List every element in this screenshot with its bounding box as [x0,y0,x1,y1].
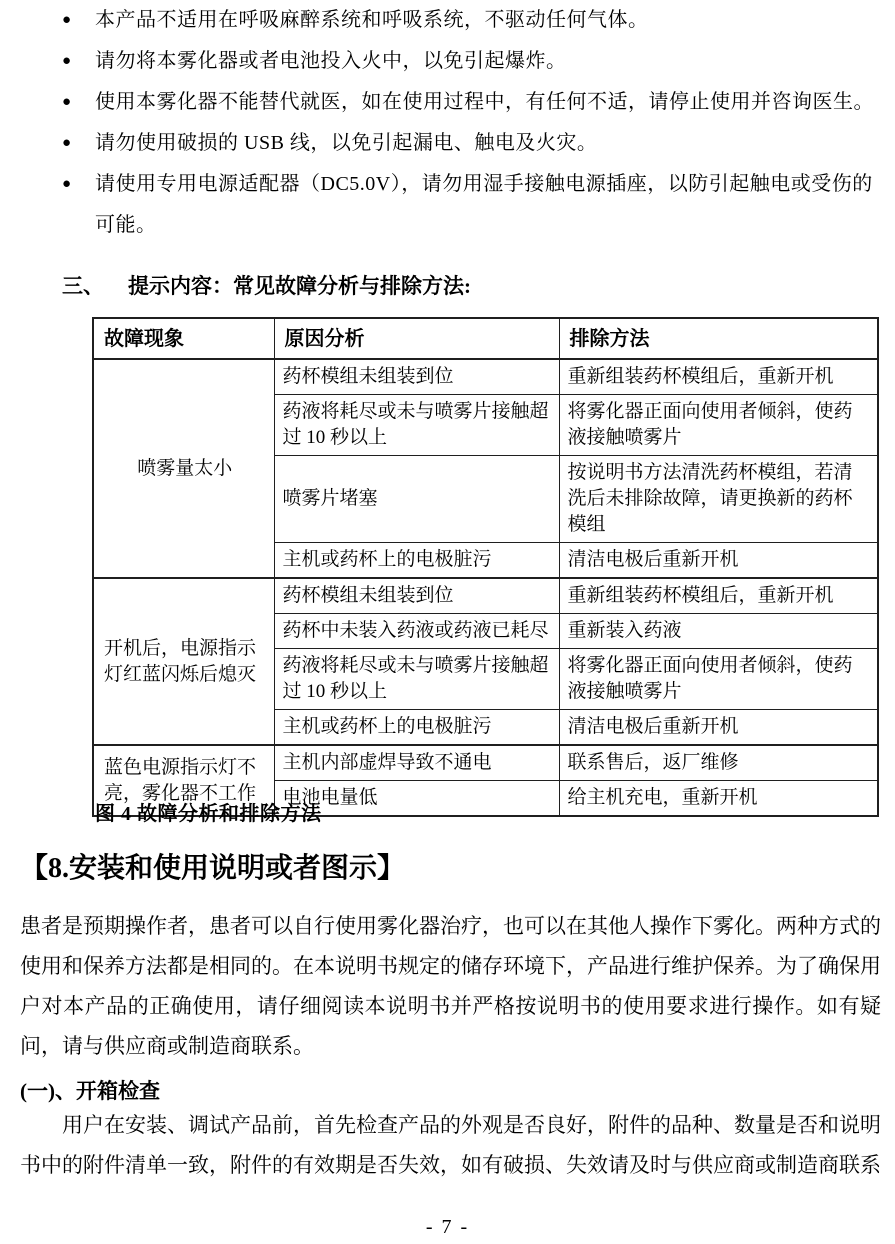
fault-table-header-row [93,318,878,359]
subsection1-heading: (一)、开箱检查 [20,1079,160,1103]
section8-intro-paragraph: 患者是预期操作者，患者可以自行使用雾化器治疗，也可以在其他人操作下雾化。两种方式的使用和保养方法都是相同的。在本说明书规定的储存环境下，产品进行维护保养。为了确保用户对本产品的正确使用，请仔细阅读本说明书并严格按说明书的使用要求进行操作。如有疑问，请与供应商或制造商联系。 [20,914,881,1058]
safety-warning-text: 使用本雾化器不能替代就医，如在使用过程中，有任何不适，请停止使用并咨询医生。 [95,91,874,113]
fault-remedy-cell: 给主机充电，重新开机 [559,781,878,817]
fault-phenomenon-cell: 开机后，电源指示灯红蓝闪烁后熄灭 [93,578,274,745]
safety-warning-item [62,82,882,123]
fault-table-group [93,578,878,745]
bullet-icon: ● [62,135,72,151]
fault-remedy-cell: 重新装入药液 [559,614,878,649]
bullet-icon: ● [62,176,72,192]
fault-table-head [93,318,878,359]
figure-caption: 图 4 故障分析和排除方法 [95,803,322,825]
fault-cause-cell: 药液将耗尽或未与喷雾片接触超过 10 秒以上 [274,395,559,456]
fault-table-row [93,578,878,614]
fault-cause-cell: 主机内部虚焊导致不通电 [274,745,559,781]
safety-warning-text: 请勿使用破损的 USB 线，以免引起漏电、触电及火灾。 [95,132,598,154]
fault-phenomenon-cell: 喷雾量太小 [93,359,274,578]
fault-table [92,317,879,817]
fault-cause-cell: 药液将耗尽或未与喷雾片接触超过 10 秒以上 [274,649,559,710]
fault-cause-cell: 药杯中未装入药液或药液已耗尽 [274,614,559,649]
bullet-icon: ● [62,53,72,69]
fault-phenomenon-cell: 蓝色电源指示灯不亮，雾化器不工作 [93,745,274,816]
fault-table-header-cell: 排除方法 [559,318,878,359]
safety-warning-text: 请勿将本雾化器或者电池投入火中，以免引起爆炸。 [95,50,567,72]
fault-remedy-cell: 按说明书方法清洗药杯模组，若清洗后未排除故障，请更换新的药杯模组 [559,456,878,543]
fault-remedy-cell: 重新组装药杯模组后，重新开机 [559,578,878,614]
fault-cause-cell: 喷雾片堵塞 [274,456,559,543]
fault-remedy-cell: 将雾化器正面向使用者倾斜，使药液接触喷雾片 [559,395,878,456]
subsection1-paragraph: 用户在安装、调试产品前，首先检查产品的外观是否良好，附件的品种、数量是否和说明书中的附件清单一致，附件的有效期是否失效，如有破损、失效请及时与供应商或制造商联系 [20,1113,881,1177]
safety-warning-item [62,123,882,164]
fault-table-wrap [92,317,879,817]
safety-warning-text: 请使用专用电源适配器（DC5.0V），请勿用湿手接触电源插座，以防引起触电或受伤的可能。 [95,173,873,236]
fault-table-header-cell: 原因分析 [274,318,559,359]
page-number: - 7 - [425,1216,470,1238]
fault-cause-cell: 主机或药杯上的电极脏污 [274,710,559,746]
section3-heading [62,271,471,301]
fault-table-row [93,359,878,395]
fault-cause-cell: 电池电量低 [274,781,559,817]
section8-heading: 【8.安装和使用说明或者图示】 [20,853,406,884]
safety-warning-item [62,0,882,41]
safety-warning-item [62,41,882,82]
section3-title: 提示内容：常见故障分析与排除方法: [128,274,471,298]
safety-warning-item [62,164,882,246]
safety-warning-list [62,0,882,246]
fault-cause-cell: 药杯模组未组装到位 [274,578,559,614]
fault-remedy-cell: 联系售后，返厂维修 [559,745,878,781]
fault-cause-cell: 主机或药杯上的电极脏污 [274,543,559,579]
fault-remedy-cell: 清洁电极后重新开机 [559,543,878,579]
fault-remedy-cell: 重新组装药杯模组后，重新开机 [559,359,878,395]
fault-cause-cell: 药杯模组未组装到位 [274,359,559,395]
fault-remedy-cell: 将雾化器正面向使用者倾斜，使药液接触喷雾片 [559,649,878,710]
fault-remedy-cell: 清洁电极后重新开机 [559,710,878,746]
safety-warning-text: 本产品不适用在呼吸麻醉系统和呼吸系统，不驱动任何气体。 [95,9,649,31]
section3-numeral: 三、 [62,274,104,298]
fault-table-group [93,359,878,578]
fault-table-row [93,745,878,781]
bullet-icon: ● [62,12,72,28]
fault-table-header-cell: 故障现象 [93,318,274,359]
bullet-icon: ● [62,94,72,110]
